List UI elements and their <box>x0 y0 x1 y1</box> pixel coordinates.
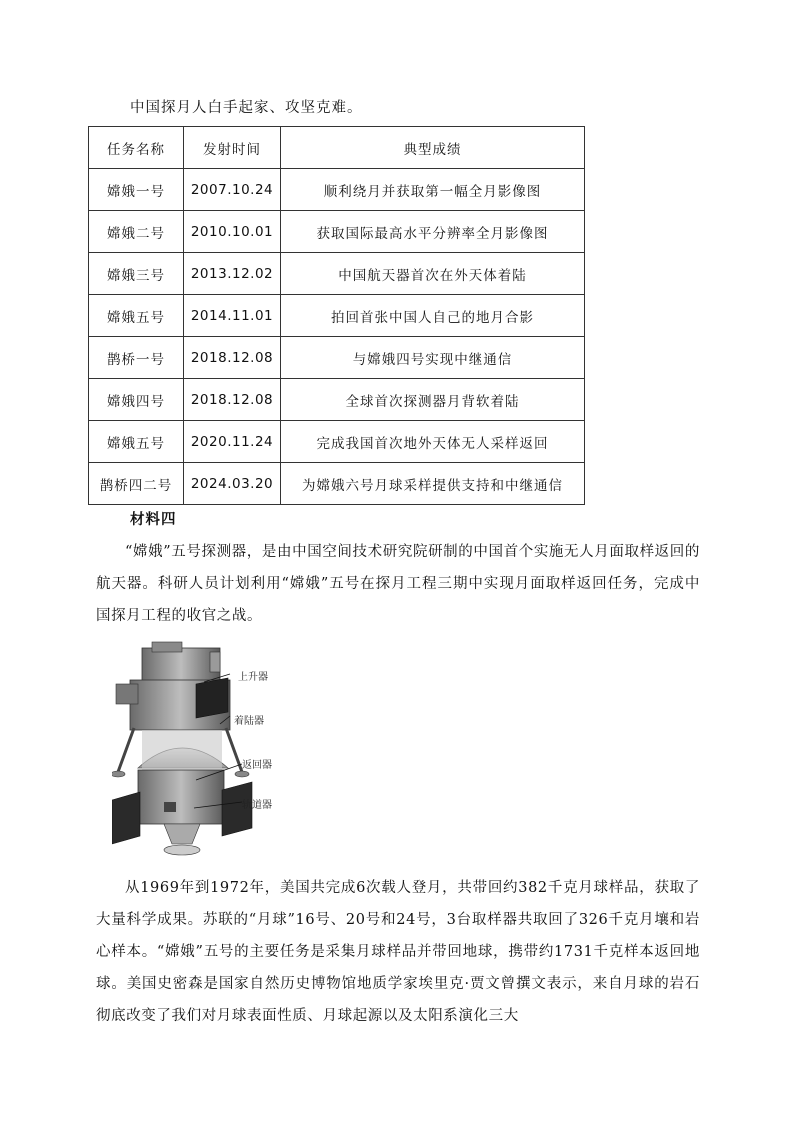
cell-achievement: 获取国际最高水平分辨率全月影像图 <box>281 211 585 253</box>
mission-table <box>88 126 585 505</box>
intro-text: 中国探月人白手起家、攻坚克难。 <box>130 100 363 116</box>
cell-launch-date: 2007.10.24 <box>184 169 281 211</box>
cell-achievement: 中国航天器首次在外天体着陆 <box>281 253 585 295</box>
table-row <box>89 169 585 211</box>
label-ascender: 上升器 <box>238 672 268 683</box>
cell-achievement: 顺利绕月并获取第一幅全月影像图 <box>281 169 585 211</box>
table-row <box>89 463 585 505</box>
cell-launch-date: 2014.11.01 <box>184 295 281 337</box>
paragraph-probe-intro: “嫦娥”五号探测器，是由中国空间技术研究院研制的中国首个实施无人月面取样返回的航天器。科研人员计划利用“嫦娥”五号在探月工程三期中实现月面取样返回任务，完成中国探月工程的收官之战。 <box>96 544 700 624</box>
cell-mission-name: 鹊桥一号 <box>89 337 184 379</box>
cell-mission-name: 嫦娥二号 <box>89 211 184 253</box>
header-achievement: 典型成绩 <box>281 127 585 169</box>
paragraph-lunar-samples: 从1969年到1972年，美国共完成6次载人登月，共带回约382千克月球样品，获取了大量科学成果。苏联的“月球”16号、20号和24号，3台取样器共取回了326千克月壤和岩心样本。“嫦娥”五号的主要任务是采集月球样品并带回地球，携带约1731千克样本返回地球。美国史密森是国家自然历史博物馆地质学家埃里克·贾文曾撰文表示，来自月球的岩石彻底改变了我们对月球表面性质、月球起源以及太阳系演化三大 <box>96 880 700 1024</box>
cell-achievement: 完成我国首次地外天体无人采样返回 <box>281 421 585 463</box>
table-row <box>89 337 585 379</box>
cell-achievement: 拍回首张中国人自己的地月合影 <box>281 295 585 337</box>
cell-launch-date: 2024.03.20 <box>184 463 281 505</box>
cell-launch-date: 2018.12.08 <box>184 337 281 379</box>
cell-mission-name: 嫦娥一号 <box>89 169 184 211</box>
cell-launch-date: 2018.12.08 <box>184 379 281 421</box>
cell-launch-date: 2020.11.24 <box>184 421 281 463</box>
label-orbiter: 轨道器 <box>242 800 272 811</box>
cell-mission-name: 鹊桥四二号 <box>89 463 184 505</box>
label-lander: 着陆器 <box>234 716 264 727</box>
table-row <box>89 253 585 295</box>
section-title: 材料四 <box>130 511 177 528</box>
label-returner: 返回器 <box>242 760 272 771</box>
table-row <box>89 421 585 463</box>
cell-achievement: 与嫦娥四号实现中继通信 <box>281 337 585 379</box>
cell-launch-date: 2010.10.01 <box>184 211 281 253</box>
table-row <box>89 379 585 421</box>
cell-mission-name: 嫦娥五号 <box>89 421 184 463</box>
cell-achievement: 为嫦娥六号月球采样提供支持和中继通信 <box>281 463 585 505</box>
header-mission-name: 任务名称 <box>89 127 184 169</box>
table-row <box>89 211 585 253</box>
cell-achievement: 全球首次探测器月背软着陆 <box>281 379 585 421</box>
cell-mission-name: 嫦娥五号 <box>89 295 184 337</box>
cell-mission-name: 嫦娥三号 <box>89 253 184 295</box>
header-launch-date: 发射时间 <box>184 127 281 169</box>
table-row <box>89 295 585 337</box>
cell-launch-date: 2013.12.02 <box>184 253 281 295</box>
probe-illustration <box>112 640 308 862</box>
table-header-row <box>89 127 585 169</box>
probe-diagram <box>112 640 308 862</box>
cell-mission-name: 嫦娥四号 <box>89 379 184 421</box>
